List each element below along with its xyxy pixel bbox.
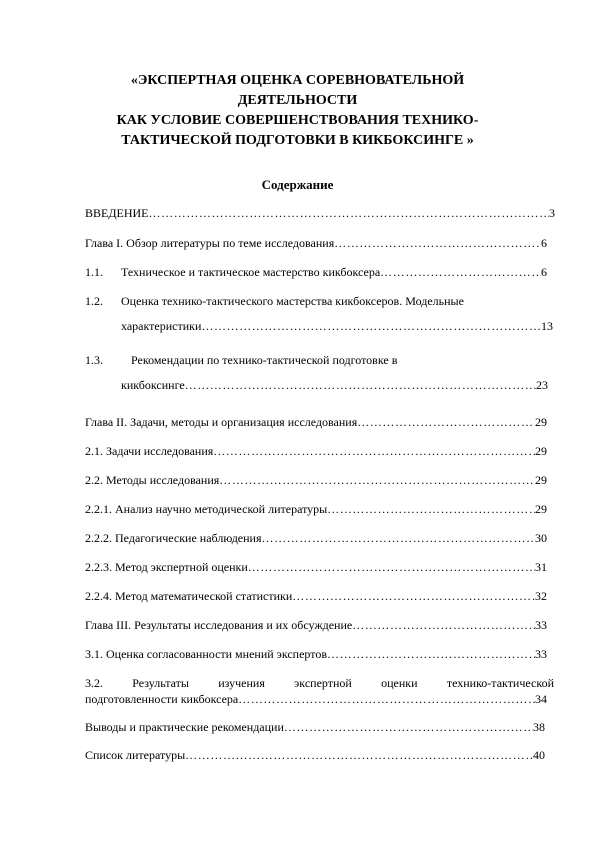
toc-entry-label: 3.1. Оценка согласованности мнений экспертов: [85, 647, 328, 661]
document-title: [70, 71, 525, 151]
toc-entry-label: Глава I. Обзор литературы по теме исследования: [85, 236, 335, 250]
toc-entry-label: 2.2.4. Метод математической статистики: [85, 589, 293, 603]
toc-entry-label: 2.2.3. Метод экспертной оценки: [85, 560, 248, 574]
leader-dots: [327, 646, 535, 662]
toc-entry-section-1-3[interactable]: [85, 352, 547, 368]
toc-entry-label: подготовленности кикбоксера: [85, 692, 239, 706]
leader-dots: [352, 617, 535, 633]
toc-page-number: 29: [535, 415, 547, 429]
toc-section-number: 1.2.: [85, 294, 103, 308]
toc-entry-label: 2.1. Задачи исследования: [85, 444, 214, 458]
leader-dots: [334, 235, 541, 251]
toc-entry-section-2-2-2[interactable]: [85, 530, 547, 546]
toc-entry-label: Оценка технико-тактического мастерства кикбоксеров. Модельные: [121, 294, 464, 308]
title-line: ТАКТИЧЕСКОЙ ПОДГОТОВКИ В КИКБОКСИНГЕ »: [121, 133, 474, 148]
toc-entry-label: 2.2. Методы исследования: [85, 473, 220, 487]
toc-page-number: 33: [535, 647, 547, 661]
toc-entry-section-2-2[interactable]: [85, 472, 547, 488]
toc-entry-section-3-2-continued[interactable]: [85, 691, 547, 707]
toc-page-number: 29: [535, 444, 547, 458]
leader-dots: [292, 588, 535, 604]
toc-page-number: 3: [549, 206, 555, 220]
toc-page-number: 40: [533, 748, 545, 762]
leader-dots: [213, 443, 535, 459]
toc-page-number: 6: [541, 265, 547, 279]
toc-page-number: 30: [535, 531, 547, 545]
toc-page-number: 31: [535, 560, 547, 574]
leader-dots: [357, 414, 535, 430]
leader-dots: [262, 530, 536, 546]
toc-entry-references[interactable]: [85, 747, 545, 763]
toc-entry-chapter-2[interactable]: [85, 414, 547, 430]
toc-entry-section-1-1[interactable]: [85, 264, 547, 280]
leader-dots: [238, 691, 535, 707]
toc-entry-label: Техническое и тактическое мастерство кикбоксера: [121, 265, 381, 279]
leader-dots: [248, 559, 535, 575]
toc-entry-word: изучения: [218, 676, 265, 690]
toc-entry-section-2-2-4[interactable]: [85, 588, 547, 604]
toc-entry-label: кикбоксинге: [121, 378, 185, 392]
toc-entry-chapter-1[interactable]: [85, 235, 547, 251]
leader-dots: [201, 318, 541, 334]
toc-entry-label: Рекомендации по технико-тактической подготовке в: [131, 353, 398, 367]
toc-entry-label: 2.2.1. Анализ научно методической литературы: [85, 502, 328, 516]
leader-dots: [185, 377, 536, 393]
toc-entry-section-1-2[interactable]: [85, 293, 547, 309]
leader-dots: [185, 747, 533, 763]
toc-page-number: 38: [533, 720, 545, 734]
toc-page-number: 6: [541, 236, 547, 250]
toc-heading: Содержание: [261, 177, 334, 192]
leader-dots: [219, 472, 535, 488]
toc-page-number: 34: [535, 692, 547, 706]
toc-entry-section-3-1[interactable]: [85, 646, 547, 662]
toc-entry-label: Глава III. Результаты исследования и их обсуждение: [85, 618, 353, 632]
toc-page-number: 29: [535, 473, 547, 487]
leader-dots: [327, 501, 535, 517]
toc-page-number: 29: [535, 502, 547, 516]
toc-page-number: 33: [535, 618, 547, 632]
toc-entry-label: 2.2.2. Педагогические наблюдения: [85, 531, 262, 545]
toc-entry-section-1-2-continued[interactable]: [121, 318, 553, 334]
leader-dots: [380, 264, 541, 280]
toc-entry-word: технико-тактической: [446, 676, 554, 690]
leader-dots: [149, 205, 549, 221]
leader-dots: [284, 719, 533, 735]
toc-entry-label: ВВЕДЕНИЕ: [85, 206, 149, 220]
toc-entry-conclusions[interactable]: [85, 719, 545, 735]
toc-entry-section-2-1[interactable]: [85, 443, 547, 459]
toc-page-number: 23: [536, 378, 548, 392]
toc-entry-label: Список литературы: [85, 748, 186, 762]
toc-page-number: 32: [535, 589, 547, 603]
toc-entry-label: Выводы и практические рекомендации: [85, 720, 284, 734]
toc-entry-word: оценки: [381, 676, 418, 690]
toc-entry-word: Результаты: [132, 676, 189, 690]
title-line: КАК УСЛОВИЕ СОВЕРШЕНСТВОВАНИЯ ТЕХНИКО-: [116, 113, 479, 128]
toc-section-number: 1.3.: [85, 353, 103, 367]
toc-entry-label: Глава II. Задачи, методы и организация исследования: [85, 415, 358, 429]
toc-entry-word: экспертной: [294, 676, 352, 690]
toc-entry-introduction[interactable]: [85, 205, 555, 221]
toc-entry-chapter-3[interactable]: [85, 617, 547, 633]
toc-section-number: 1.1.: [85, 265, 103, 279]
toc-entry-label: характеристики: [121, 319, 202, 333]
toc-entry-section-2-2-3[interactable]: [85, 559, 547, 575]
toc-entry-section-1-3-continued[interactable]: [121, 377, 548, 393]
title-line: «ЭКСПЕРТНАЯ ОЦЕНКА СОРЕВНОВАТЕЛЬНОЙ ДЕЯТЕЛЬНОСТИ: [130, 73, 465, 108]
toc-page-number: 13: [541, 319, 553, 333]
toc-entry-section-3-2[interactable]: [85, 675, 554, 691]
toc-entry-section-2-2-1[interactable]: [85, 501, 547, 517]
toc-section-number: 3.2.: [85, 676, 103, 690]
